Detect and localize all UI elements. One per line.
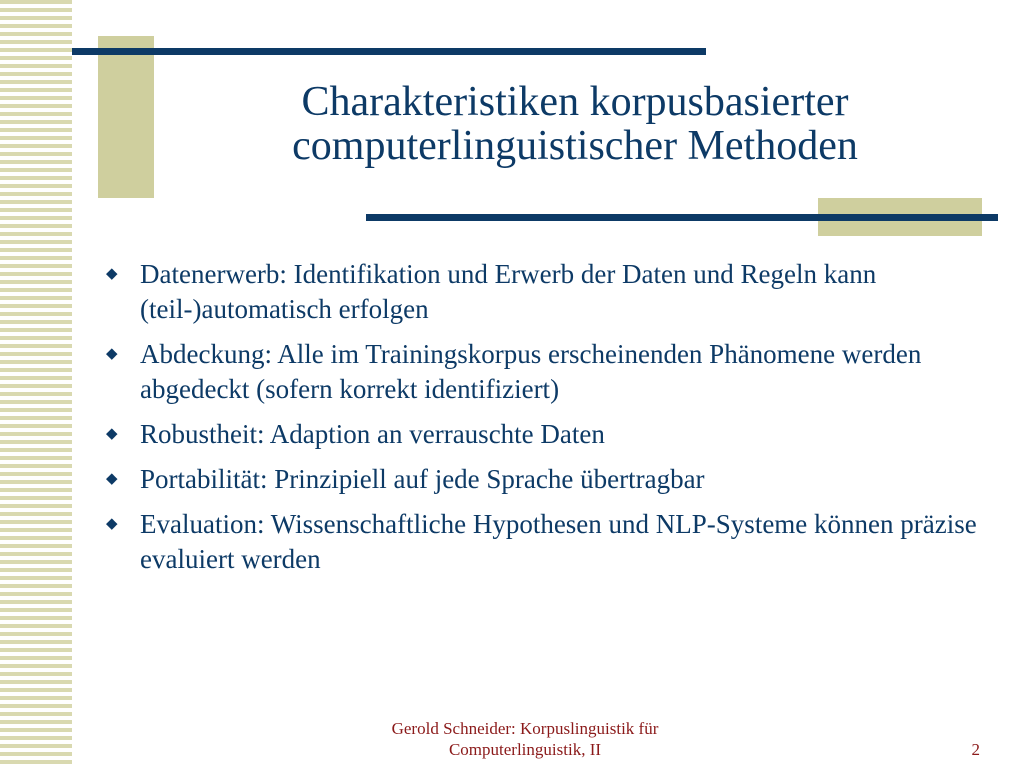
bullet-item [100,337,980,407]
slide-title-line-1: Charakteristiken korpusbasierter [301,79,849,125]
slide-title [180,80,970,168]
bullet-item [100,507,980,577]
bullet-item [100,462,980,497]
bullet-text: Datenerwerb: Identifikation und Erwerb der Daten und Regeln kann (teil-)automatisch erfolgen [140,259,877,324]
bullet-item [100,257,980,327]
footer-line-2: Computerlinguistik, II [448,740,602,759]
bullet-text: Robustheit: Adaption an verrauschte Daten [140,419,605,449]
page-number: 2 [971,740,980,759]
footer-citation [330,718,720,760]
decorative-bar-top [72,48,706,55]
bullet-text: Portabilität: Prinzipiell auf jede Sprache übertragbar [140,464,705,494]
diamond-bullet-icon: ◆ [106,516,118,532]
decorative-square-top [98,36,154,198]
decorative-bar-bottom [366,214,998,221]
diamond-bullet-icon: ◆ [106,266,118,282]
striped-side-band [0,0,72,768]
bullet-text: Evaluation: Wissenschaftliche Hypothesen und NLP-Systeme können präzise evaluiert werden [140,509,977,574]
diamond-bullet-icon: ◆ [106,426,118,442]
diamond-bullet-icon: ◆ [106,346,118,362]
diamond-bullet-icon: ◆ [106,471,118,487]
bullet-text: Abdeckung: Alle im Trainingskorpus erscheinenden Phänomene werden abgedeckt (sofern korrekt identifiziert) [140,339,922,404]
slide-title-line-2: computerlinguistischer Methoden [292,123,858,169]
bullet-list [100,257,980,587]
bullet-item [100,417,980,452]
footer-line-1: Gerold Schneider: Korpuslinguistik für [391,719,659,738]
